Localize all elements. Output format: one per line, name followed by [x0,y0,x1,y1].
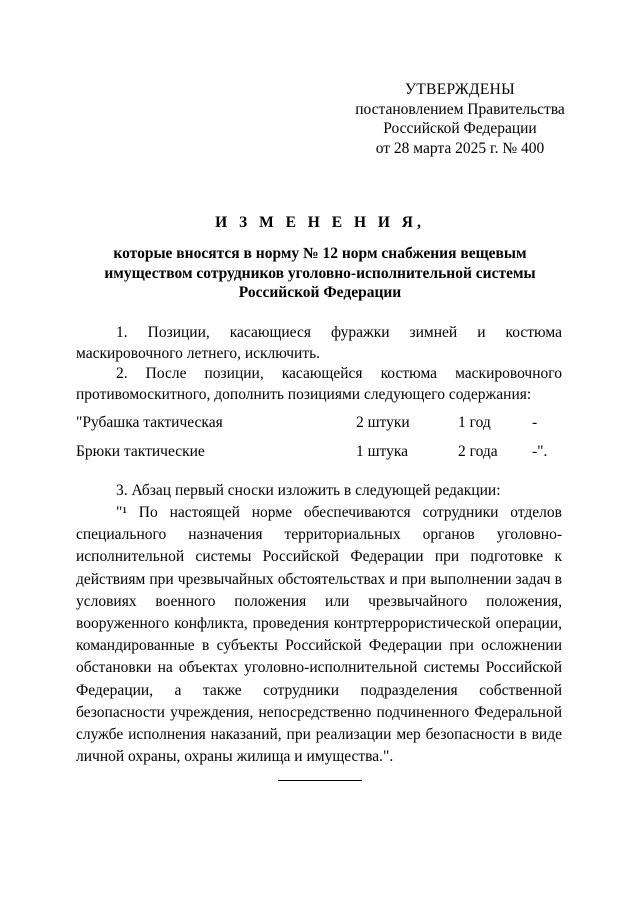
item-name: "Рубашка тактическая [76,414,223,431]
subtitle-line-2: имуществом сотрудников уголовно-исполнительной системы [104,264,536,282]
item-name: Брюки тактические [76,443,205,460]
item-row [76,414,566,434]
item-quantity: 1 штука [356,443,409,460]
item-row [76,443,566,463]
paragraph-1: 1. Позиции, касающиеся фуражки зимней и костюма маскировочного летнего, исключить. [76,324,562,362]
item-quantity: 2 штуки [356,414,410,431]
approval-block [340,80,580,158]
item-term: 2 года [458,443,498,460]
subtitle-line-1: которые вносятся в норму № 12 норм снабжения вещевым [113,245,527,262]
document-title: И З М Е Н Е Н И Я, [215,214,425,231]
approval-line-1: постановлением Правительства [355,100,565,118]
paragraph-2: 2. После позиции, касающейся костюма маскировочного противомоскитного, дополнить позициями следующего содержания: [76,365,562,403]
subtitle-line-3: Российской Федерации [238,284,402,301]
item-extra: -". [532,443,548,460]
closing-rule [278,780,362,781]
paragraph-3: 3. Абзац первый сноски изложить в следующей редакции: [116,482,501,499]
footnote-quote: "¹ По настоящей норме обеспечиваются сотрудники отделов специального назначения территориальных органов уголовно-исполнительной системы Российской Федерации при подготовке к действиям при чрезвычайных обстоятельствах и при выполнении задач в условиях военного положения или чрезвычайного положения, вооруженного конфликта, проведения контртеррористической операции, командированные в субъекты Российской Федерации при осложнении обстановки на объектах уголовно-исполнительной системы Российской Федерации, а также сотрудники подразделения собственной безопасности учреждения, непосредственно подчиненного Федеральной службе исполнения наказаний, при реализации мер безопасности в виде личной охраны, охраны жилища и имущества.". [76,504,562,766]
item-extra: - [532,414,538,431]
item-term: 1 год [458,414,491,431]
document-subtitle [70,244,570,303]
approval-line-3: от 28 марта 2025 г. № 400 [375,139,545,157]
approval-heading: УТВЕРЖДЕНЫ [405,81,515,98]
approval-line-2: Российской Федерации [383,120,537,137]
